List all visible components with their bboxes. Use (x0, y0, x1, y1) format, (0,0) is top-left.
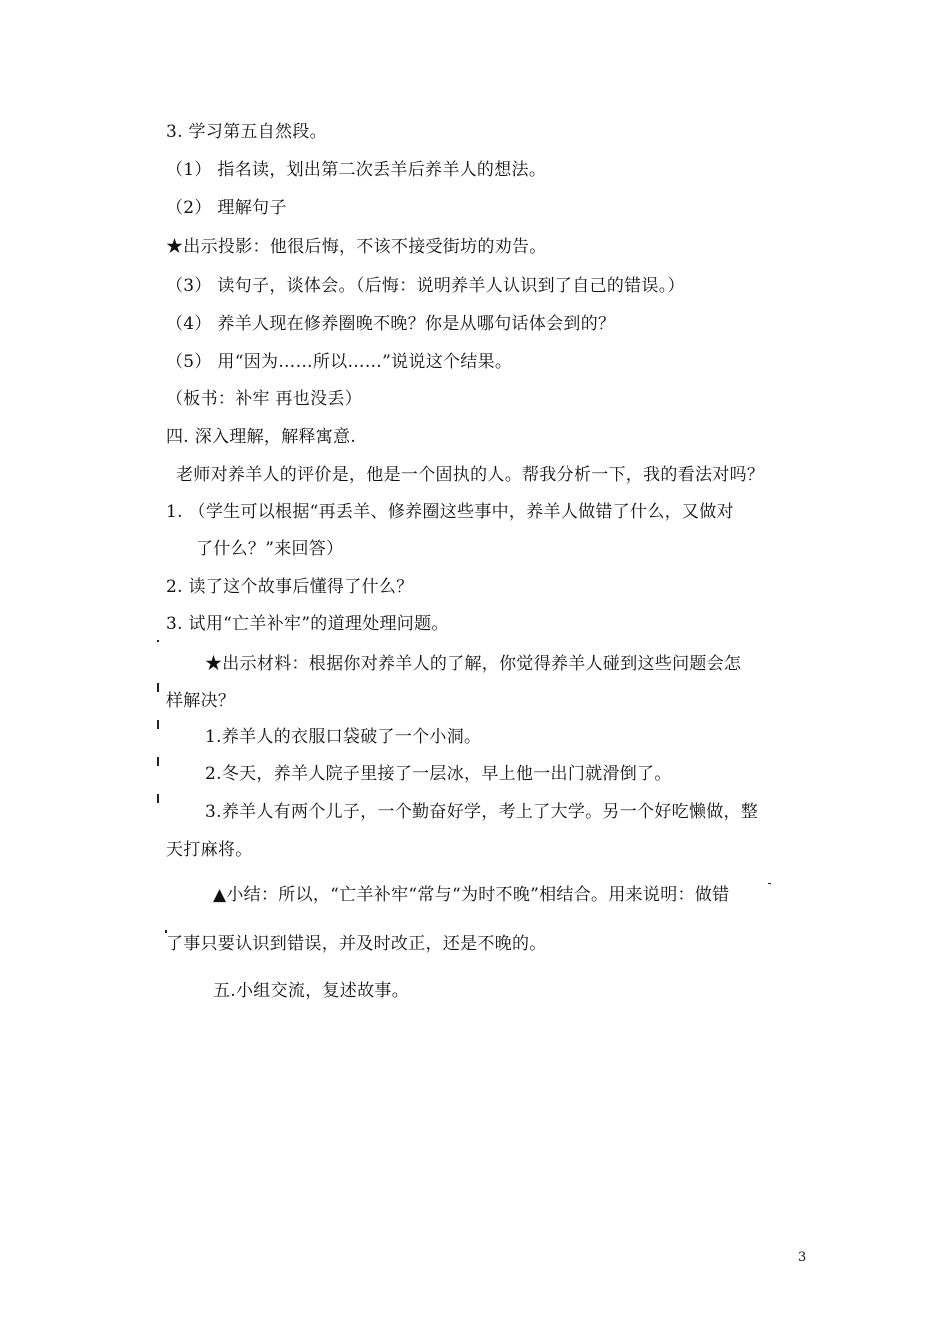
question-1-continued: 了什么？”来回答） (196, 539, 344, 559)
section-4-heading: 四. 深入理解，解释寓意. (166, 427, 357, 447)
item-5: （5） 用“因为……所以……”说说这个结果。 (166, 352, 513, 372)
summary: ▲小结：所以，“亡羊补牢“常与“为时不晚”相结合。用来说明：做错 (213, 885, 730, 905)
teacher-question: 老师对养羊人的评价是，他是一个固执的人。帮我分析一下，我的看法对吗？ (176, 465, 765, 485)
margin-mark (157, 794, 159, 803)
projection-note: ★出示投影：他很后悔，不该不接受街坊的劝告。 (166, 237, 547, 257)
board-note: （板书：补牢 再也没丢） (166, 389, 363, 409)
question-2: 2. 读了这个故事后懂得了什么？ (166, 577, 414, 597)
item-2: （2） 理解句子 (166, 198, 287, 218)
question-1: 1. （学生可以根据“再丢羊、修养圈这些事中，养羊人做错了什么，又做对 (166, 502, 734, 522)
item-4: （4） 养羊人现在修养圈晚不晚？你是从哪句话体会到的？ (166, 314, 616, 334)
problem-3-continued: 天打麻将。 (166, 840, 253, 860)
item-1: （1） 指名读，划出第二次丢羊后养羊人的想法。 (166, 160, 547, 180)
margin-mark (157, 640, 159, 642)
material-intro-continued: 样解决？ (166, 691, 236, 711)
margin-mark (157, 683, 159, 692)
step-3-heading: 3. 学习第五自然段。 (166, 122, 327, 142)
item-3: （3） 读句子，谈体会。（后悔：说明养羊人认识到了自己的错误。） (166, 276, 685, 296)
page-number: 3 (798, 1250, 807, 1265)
problem-3: 3.养羊人有两个儿子，一个勤奋好学，考上了大学。另一个好吃懒做，整 (205, 802, 759, 822)
margin-mark (165, 930, 167, 933)
margin-mark (157, 720, 159, 729)
problem-1: 1.养羊人的衣服口袋破了一个小洞。 (205, 727, 482, 747)
problem-2: 2.冬天，养羊人院子里接了一层冰，早上他一出门就滑倒了。 (205, 764, 672, 784)
question-3: 3. 试用“亡羊补牢”的道理处理问题。 (166, 614, 449, 634)
summary-continued: 了事只要认识到错误，并及时改正，还是不晚的。 (166, 934, 547, 954)
section-5-heading: 五.小组交流，复述故事。 (213, 981, 410, 1001)
margin-mark (157, 757, 159, 766)
margin-mark (768, 883, 771, 884)
material-intro: ★出示材料：根据你对养羊人的了解，你觉得养羊人碰到这些问题会怎 (205, 654, 742, 674)
